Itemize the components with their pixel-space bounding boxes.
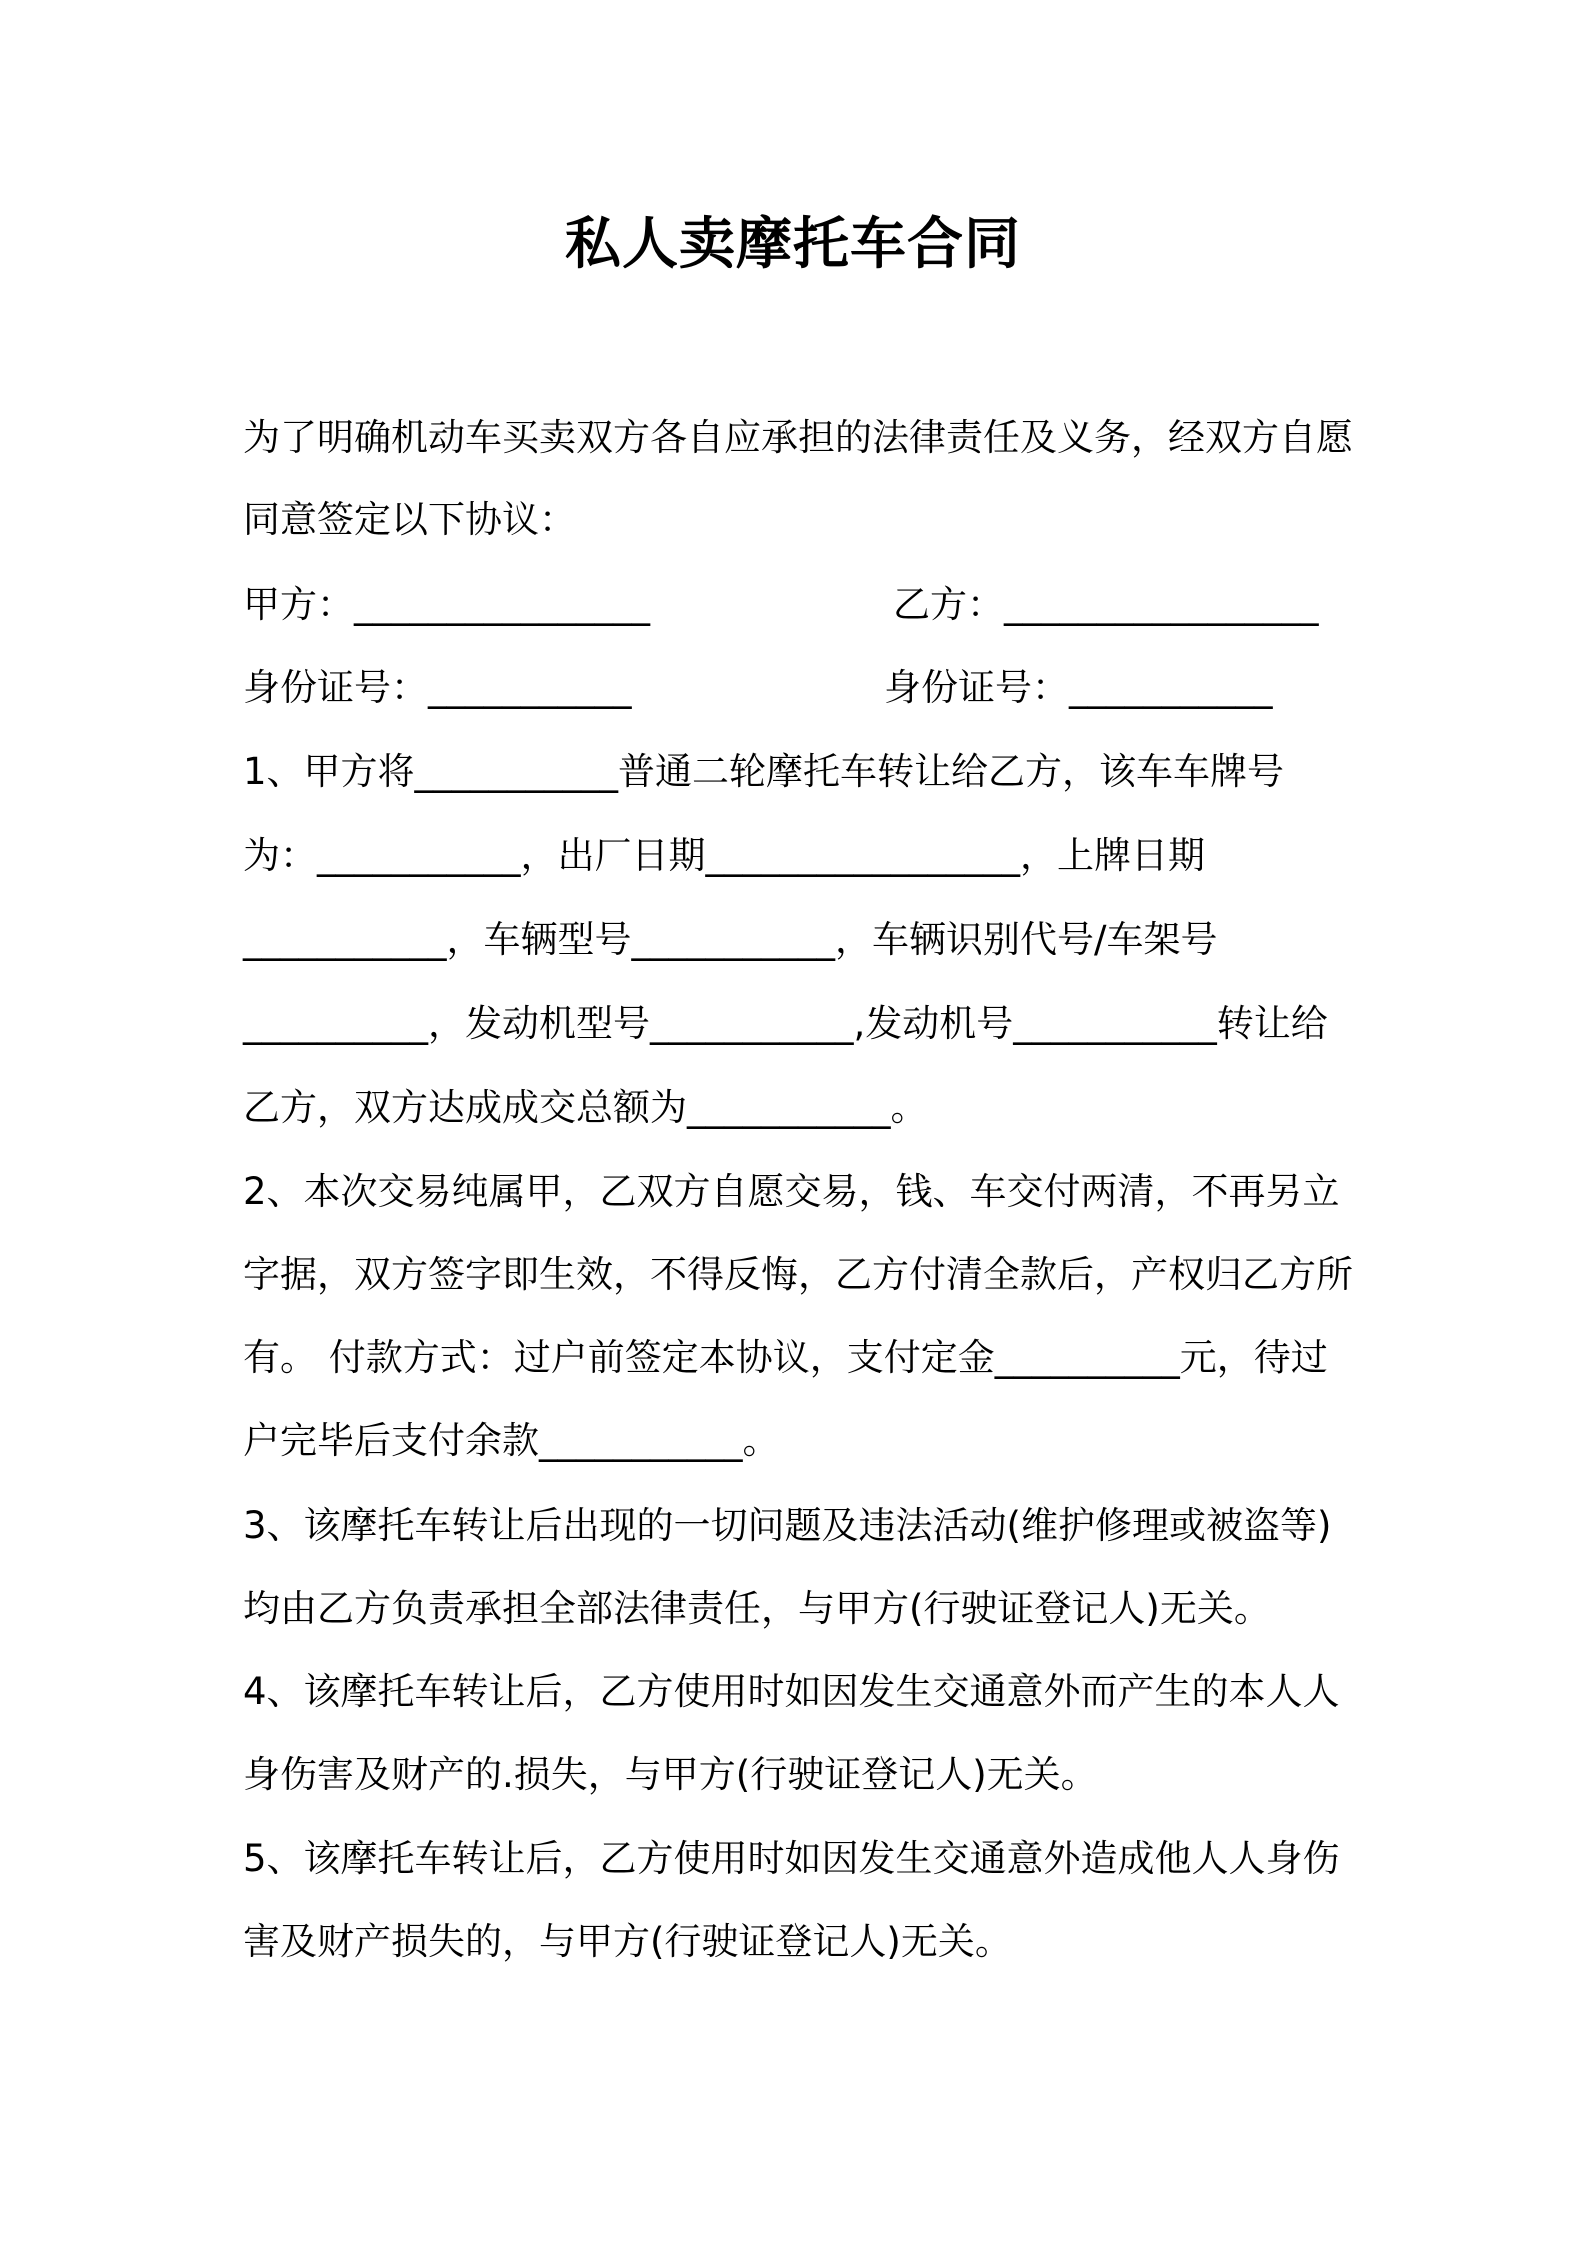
clause-2-line-3: 有。 付款方式：过户前签定本协议，支付定金__________元，待过 [243, 1336, 1328, 1379]
clause-3-line-1: 3、该摩托车转让后出现的一切问题及违法活动(维护修理或被盗等) [243, 1504, 1332, 1547]
clause-3-line-2: 均由乙方负责承担全部法律责任，与甲方(行驶证登记人)无关。 [243, 1587, 1271, 1630]
clause-2-line-1: 2、本次交易纯属甲，乙双方自愿交易，钱、车交付两清，不再另立 [243, 1170, 1340, 1213]
clause-2-line-2: 字据，双方签字即生效，不得反悔，乙方付清全款后，产权归乙方所 [243, 1253, 1353, 1296]
clause-1-line-1: 1、甲方将___________普通二轮摩托车转让给乙方，该车车牌号 [243, 750, 1285, 793]
party-b-id-field: 身份证号：___________ [884, 666, 1273, 709]
clause-1-line-4: __________，发动机型号___________,发动机号___________转让给 [243, 1002, 1328, 1045]
clause-5-line-1: 5、该摩托车转让后，乙方使用时如因发生交通意外造成他人人身伤 [243, 1837, 1340, 1880]
clause-5-line-2: 害及财产损失的，与甲方(行驶证登记人)无关。 [243, 1920, 1012, 1963]
clause-4-line-2: 身伤害及财产的.损失，与甲方(行驶证登记人)无关。 [243, 1753, 1098, 1796]
page-title: 私人卖摩托车合同 [565, 212, 1021, 277]
clause-1-line-2: 为：___________，出厂日期_________________，上牌日期 [243, 834, 1205, 877]
clause-1-line-5: 乙方，双方达成成交总额为___________。 [243, 1086, 928, 1129]
intro-line-2: 同意签定以下协议： [243, 498, 576, 541]
clause-4-line-1: 4、该摩托车转让后，乙方使用时如因发生交通意外而产生的本人人 [243, 1670, 1340, 1713]
clause-2-line-4: 户完毕后支付余款___________。 [243, 1419, 780, 1462]
party-a-id-field: 身份证号：___________ [243, 666, 632, 709]
intro-line-1: 为了明确机动车买卖双方各自应承担的法律责任及义务，经双方自愿 [243, 416, 1353, 459]
party-a-field: 甲方：________________ [243, 583, 650, 626]
clause-1-line-3: ___________，车辆型号___________，车辆识别代号/车架号 [243, 918, 1218, 961]
party-b-field: 乙方：_________________ [893, 583, 1319, 626]
